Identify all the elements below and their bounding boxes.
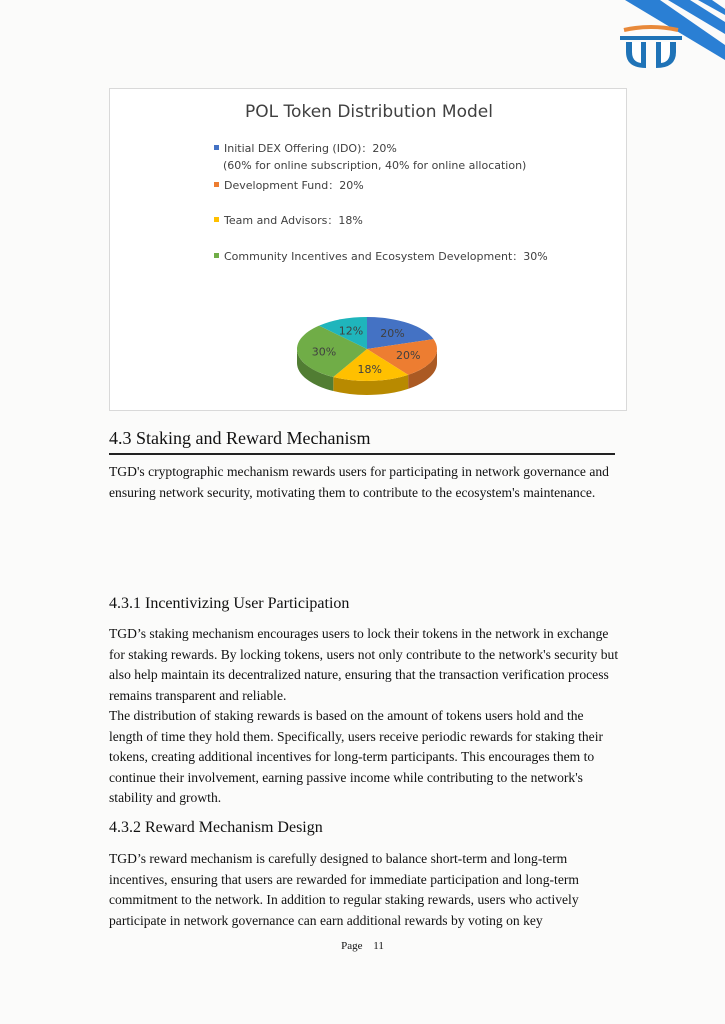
legend-label: Community Incentives and Ecosystem Development：30% [224,250,548,263]
legend-note-ido: (60% for online subscription, 40% for online allocation) [223,159,527,172]
legend-item-team-advisors [214,212,363,228]
page-number: 11 [373,940,384,952]
paragraph-staking-mechanism: TGD’s staking mechanism encourages users to lock their tokens in the network in exchange for staking rewards. By locking tokens, users not only contribute to the network's security but also help maintain its decentralized nature, ensuring that the transaction verification process remains transparent and reliable. [109,626,619,703]
subsection-heading-4-3-1: 4.3.1 Incentivizing User Participation [109,595,350,612]
legend-label: Team and Advisors：18% [224,214,363,227]
section-intro-paragraph: TGD's cryptographic mechanism rewards users for participating in network governance and ensuring network security, motivating them to contribute to the ecosystem's maintenance. [109,464,609,500]
legend-label: Initial DEX Offering (IDO)：20% [224,142,397,155]
company-logo [616,22,686,72]
legend-item-development-fund [214,177,364,193]
legend-swatch [214,253,219,258]
pie-slice-label: 20% [380,326,405,340]
section-heading: 4.3 Staking and Reward Mechanism [109,428,615,455]
legend-swatch [214,145,219,150]
pie-slice-label: 20% [396,349,421,363]
pie-slice-label: 30% [311,345,337,359]
legend-label: Development Fund：20% [224,179,364,192]
token-distribution-chart [109,88,627,411]
chart-title: POL Token Distribution Model [245,102,493,122]
legend-swatch [214,217,219,222]
legend-item-ido [214,140,397,156]
legend-swatch [214,182,219,187]
legend-item-community [214,248,548,264]
page-footer [0,940,725,952]
pie-chart [295,309,445,404]
page-label: Page [341,940,363,952]
subsection-heading-4-3-2: 4.3.2 Reward Mechanism Design [109,819,323,836]
pie-slice-label: 18% [357,362,382,376]
paragraph-staking-rewards: The distribution of staking rewards is based on the amount of tokens users hold and the length of time they hold them. Specifically, users receive periodic rewards for staking their tokens, creating additional incentives for long-term participants. This encourages them to continue their involvement, earning passive income while contributing to the network's stability and growth. [109,708,603,805]
paragraph-reward-design: TGD’s reward mechanism is carefully designed to balance short-term and long-term incentives, ensuring that users are rewarded for immediate participation and long-term commitment to the network. In addition to regular staking rewards, users who actively participate in network governance can earn additional rewards by voting on key [109,851,579,928]
pie-slice-label: 12% [338,324,364,338]
